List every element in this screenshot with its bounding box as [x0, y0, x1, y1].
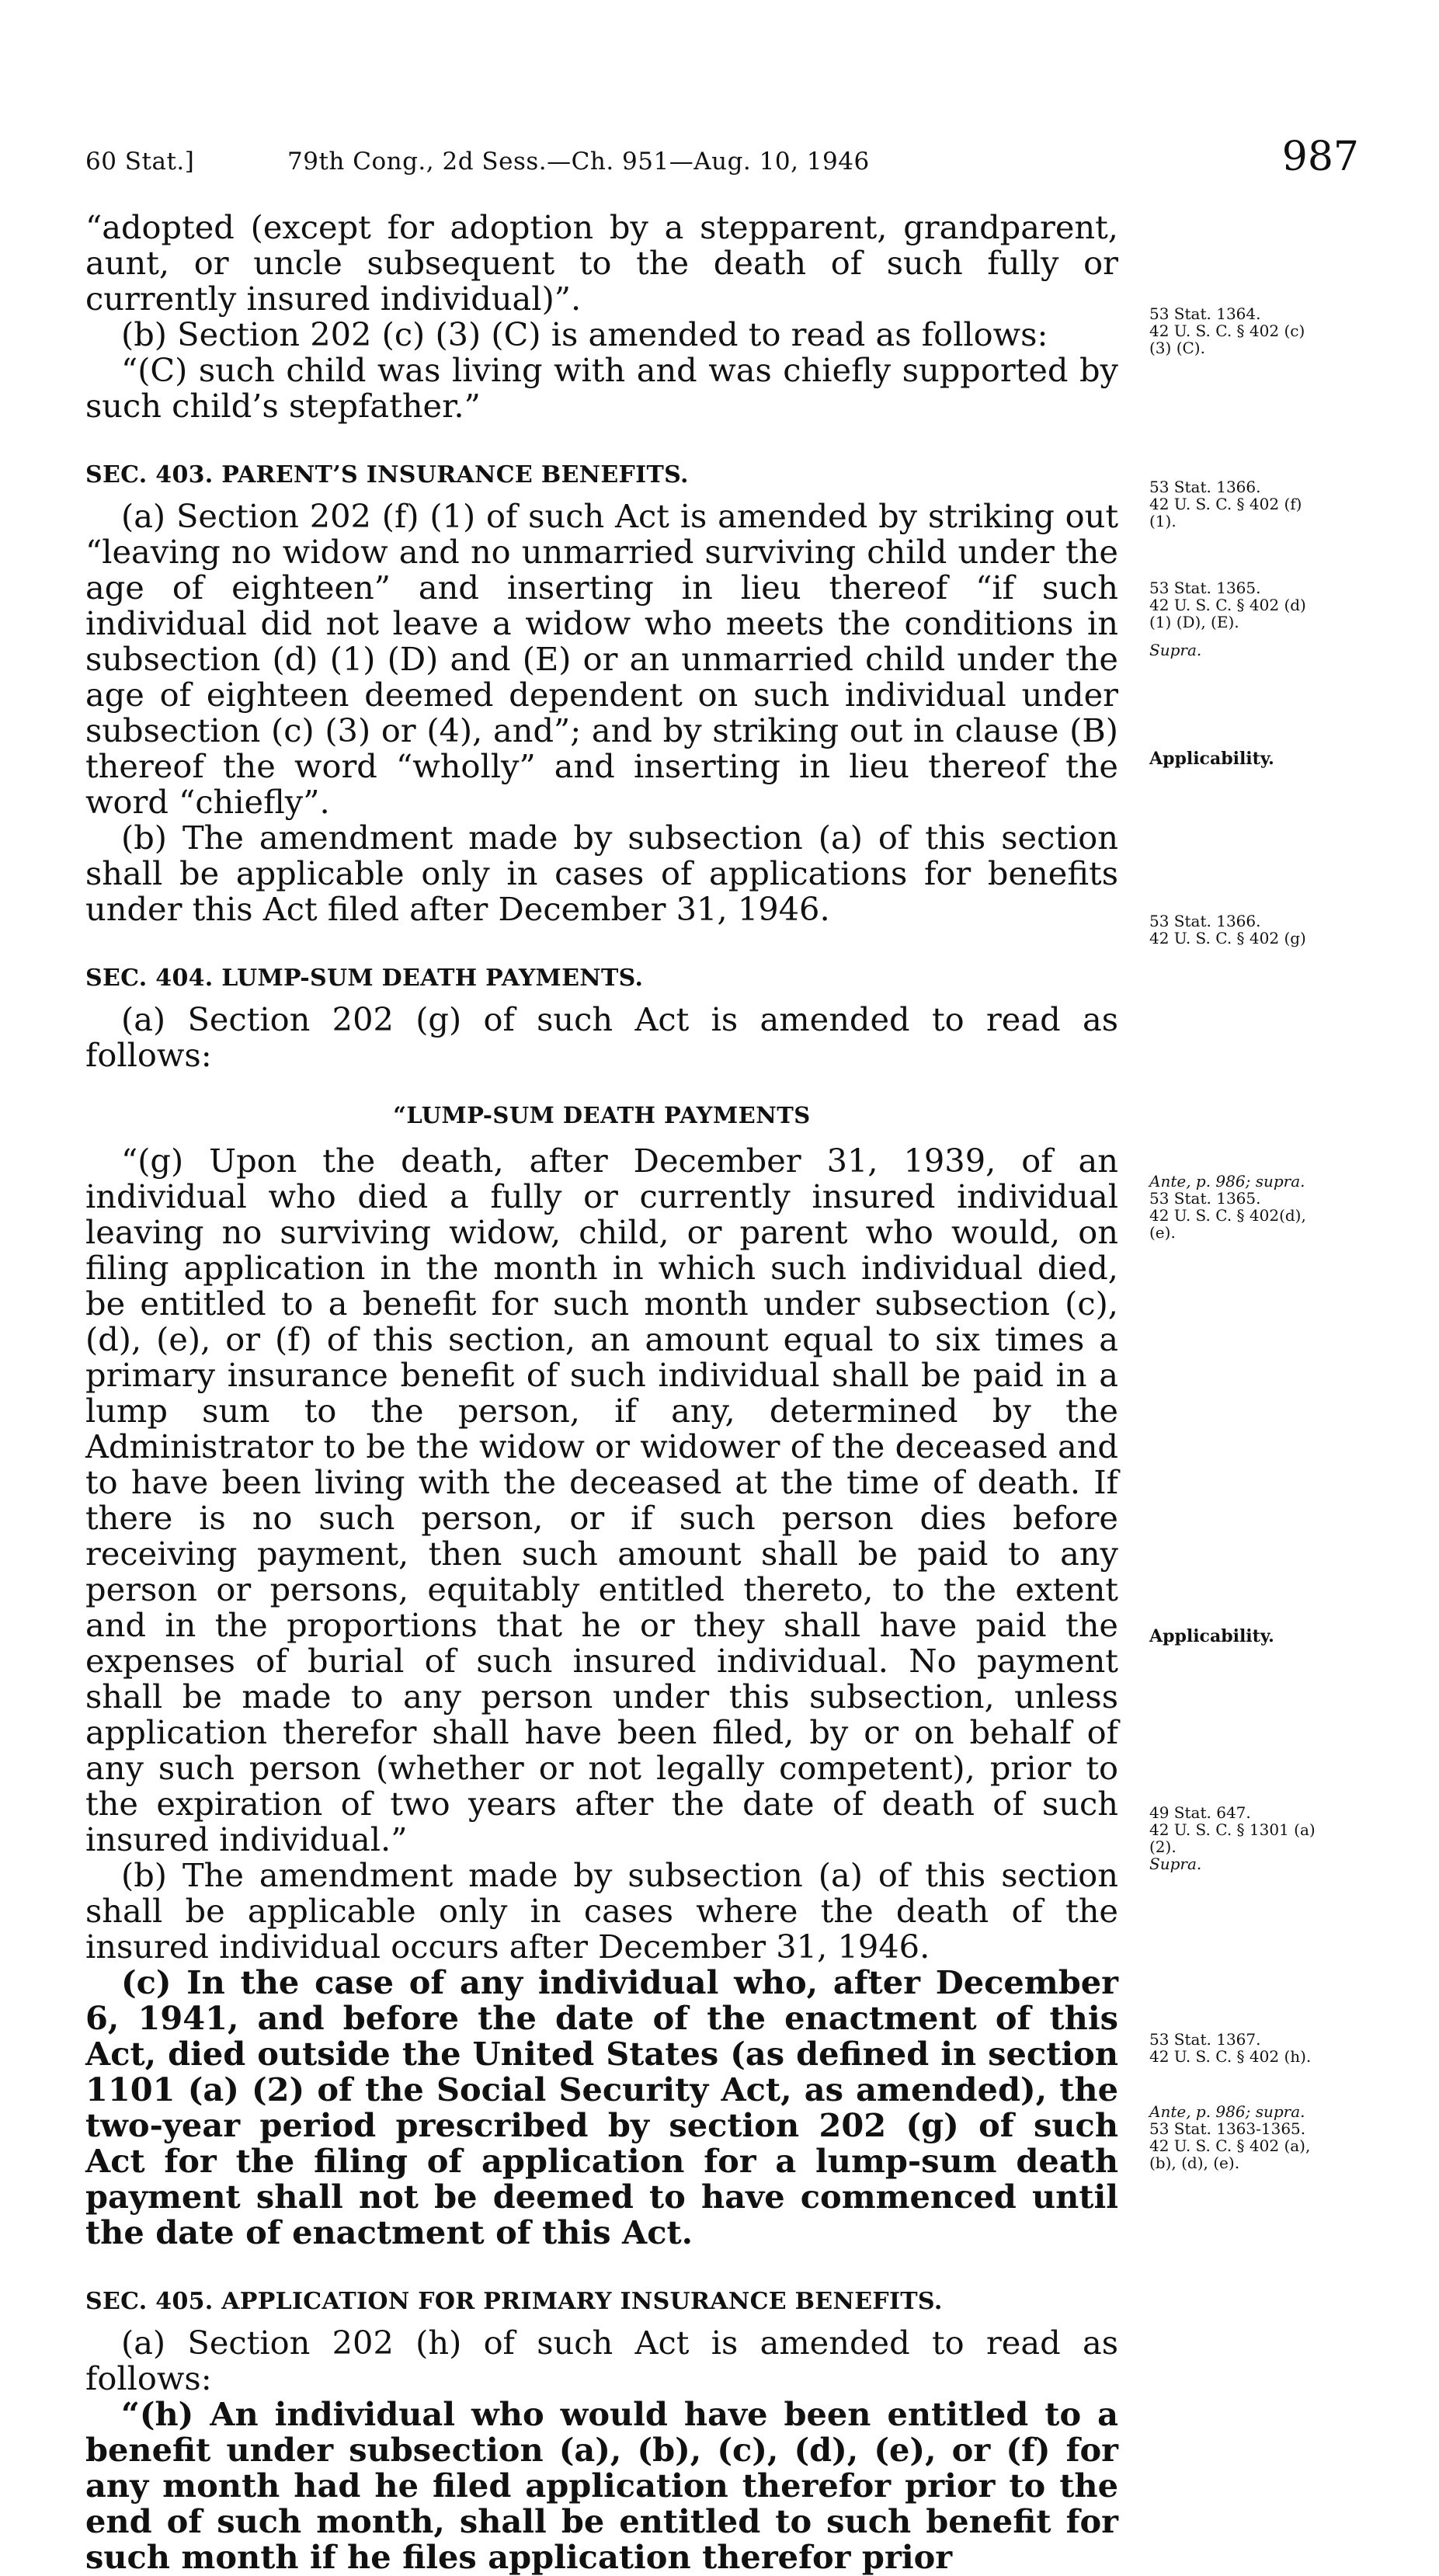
margin-citation: Ante, p. 986; supra. 53 Stat. 1365. 42 U. S. C. § 402(d), (e). [1149, 1172, 1306, 1242]
paragraph: (c) In the case of any individual who, after December 6, 1941, and before the date of the enactment of this Act, died outside the United States (as defined in section 1101 (a) (2) of the Social Security Act, as amended), the two-year period prescribed by section 202 (g) of such Act for the filing of application for a lump-sum death payment shall not be deemed to have commenced until the date of enactment of this Act. [85, 1963, 1118, 2251]
margin-citation: 53 Stat. 1364. 42 U. S. C. § 402 (c) (3) (C). [1149, 304, 1305, 357]
section-heading-403: SEC. 403. PARENT’S INSURANCE BENEFITS. [85, 461, 689, 488]
paragraph: (a) Section 202 (g) of such Act is amended to read as follows: [85, 1000, 1118, 1074]
main-text [85, 210, 1118, 2575]
margin-applicability: Applicability. [1149, 749, 1274, 769]
subsection-heading: “LUMP-SUM DEATH PAYMENTS [393, 1102, 811, 1128]
statute-reference: 60 Stat.] [85, 148, 195, 176]
paragraph: “adopted (except for adoption by a stepparent, grandparent, aunt, or uncle subsequent to the death of such fully or currently insured individual)”. [85, 208, 1118, 318]
margin-citation: 53 Stat. 1365. 42 U. S. C. § 402 (d) (1) (D), (E). Supra. [1149, 579, 1306, 659]
section-heading-405: SEC. 405. APPLICATION FOR PRIMARY INSURANCE BENEFITS. [85, 2288, 943, 2315]
margin-citation: 53 Stat. 1366. 42 U. S. C. § 402 (g) [1149, 912, 1306, 947]
paragraph: “(C) such child was living with and was chiefly supported by such child’s stepfather.” [85, 351, 1118, 425]
section-heading-404: SEC. 404. LUMP-SUM DEATH PAYMENTS. [85, 965, 644, 992]
paragraph: “(h) An individual who would have been entitled to a benefit under subsection (a), (b), (c), (d), (e), or (f) for any month had he filed application therefor prior to the end of such month, shall be entitled to such benefit for such month if he files application therefor prior [85, 2395, 1118, 2576]
margin-citation: 53 Stat. 1367. 42 U. S. C. § 402 (h). [1149, 2030, 1312, 2066]
margin-citation: Ante, p. 986; supra. 53 Stat. 1363-1365. 42 U. S. C. § 402 (a), (b), (d), (e). [1149, 2102, 1311, 2172]
paragraph: (a) Section 202 (f) (1) of such Act is amended by striking out “leaving no widow and no unmarried surviving child under the age of eighteen” and inserting in lieu thereof “if such individual did not leave a widow who meets the conditions in subsection (d) (1) (D) and (E) or an unmarried child under the age of eighteen deemed dependent on such individual under subsection (c) (3) or (4), and”; and by striking out in clause (B) thereof the word “wholly” and inserting in lieu thereof the word “chiefly”. [85, 497, 1118, 821]
page-number: 987 [1281, 134, 1359, 180]
paragraph: (b) Section 202 (c) (3) (C) is amended to read as follows: [121, 315, 1048, 353]
paragraph: (b) The amendment made by subsection (a) of this section shall be applicable only in cases where the death of the insured individual occurs after December 31, 1946. [85, 1856, 1118, 1966]
margin-applicability: Applicability. [1149, 1626, 1274, 1646]
page-header [85, 134, 1359, 188]
paragraph: “(g) Upon the death, after December 31, 1939, of an individual who died a fully or currently insured individual leaving no surviving widow, child, or parent who would, on filing application in the month in which such individual died, be entitled to a benefit for such month under subsection (c), (d), (e), or (f) of this section, an amount equal to six times a primary insurance benefit of such individual shall be paid in a lump sum to the person, if any, determined by the Administrator to be the widow or widower of the deceased and to have been living with the deceased at the time of death. If there is no such person, or if such person dies before receiving payment, then such amount shall be paid to any person or persons, equitably entitled thereto, to the extent and in the proportions that he or they shall have paid the expenses of burial of such insured individual. No payment shall be made to any person under this subsection, unless application therefor shall have been filed, by or on behalf of any such person (whether or not legally competent), prior to the expiration of two years after the date of death of such insured individual.” [85, 1142, 1118, 1858]
paragraph: (b) The amendment made by subsection (a) of this section shall be applicable only in cases of applications for benefits under this Act filed after December 31, 1946. [85, 819, 1118, 928]
congress-session-line: 79th Cong., 2d Sess.—Ch. 951—Aug. 10, 1946 [287, 148, 870, 176]
paragraph: (a) Section 202 (h) of such Act is amended to read as follows: [85, 2324, 1118, 2397]
margin-citation: 49 Stat. 647. 42 U. S. C. § 1301 (a) (2). Supra. [1149, 1803, 1316, 1873]
margin-citation: 53 Stat. 1366. 42 U. S. C. § 402 (f) (1). [1149, 478, 1302, 530]
